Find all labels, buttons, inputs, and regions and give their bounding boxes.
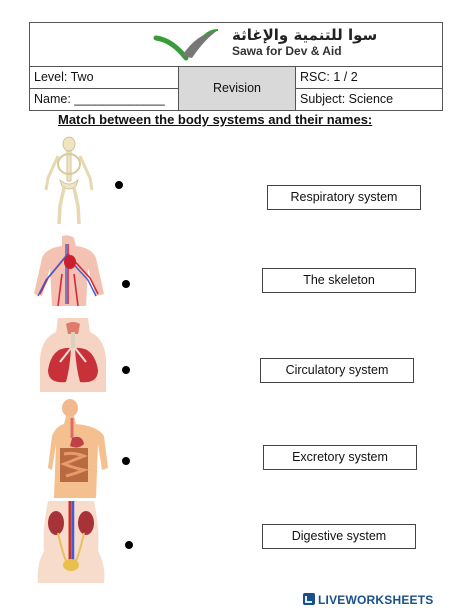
name-cell [29, 88, 179, 111]
revision-cell [178, 66, 296, 111]
logo-english-text: Sawa for Dev & Aid [232, 44, 342, 58]
answer-box-5[interactable]: Digestive system [262, 524, 416, 549]
level-cell [29, 66, 179, 89]
lungs-icon [38, 318, 108, 392]
answer-box-1[interactable]: Respiratory system [267, 185, 421, 210]
rsc-cell [295, 66, 443, 89]
match-dot-5[interactable] [125, 541, 133, 549]
match-dot-1[interactable] [115, 181, 123, 189]
logo-arabic-text: سوا للتنمية والإغاثة [232, 26, 378, 44]
answer-box-4[interactable]: Excretory system [263, 445, 417, 470]
sawa-logo-icon [152, 26, 224, 64]
kidneys-icon [34, 501, 108, 583]
liveworksheets-logo-icon [302, 592, 316, 606]
answer-box-2[interactable]: The skeleton [262, 268, 416, 293]
instruction-heading: Match between the body systems and their names: [58, 112, 373, 127]
skeleton-icon [40, 136, 98, 226]
revision-label: Revision [213, 81, 261, 95]
rsc-label: RSC: 1 / 2 [300, 70, 358, 84]
match-dot-4[interactable] [122, 457, 130, 465]
match-dot-2[interactable] [122, 280, 130, 288]
subject-label: Subject: Science [300, 92, 394, 106]
circulatory-body-icon [32, 234, 106, 306]
answer-box-3[interactable]: Circulatory system [260, 358, 414, 383]
subject-cell [295, 88, 443, 111]
match-dot-3[interactable] [122, 366, 130, 374]
name-field[interactable]: Name: _____________ [34, 92, 165, 106]
level-label: Level: Two [34, 70, 94, 84]
digestive-body-icon [48, 398, 110, 498]
footer-brand[interactable]: LIVEWORKSHEETS [318, 593, 434, 607]
